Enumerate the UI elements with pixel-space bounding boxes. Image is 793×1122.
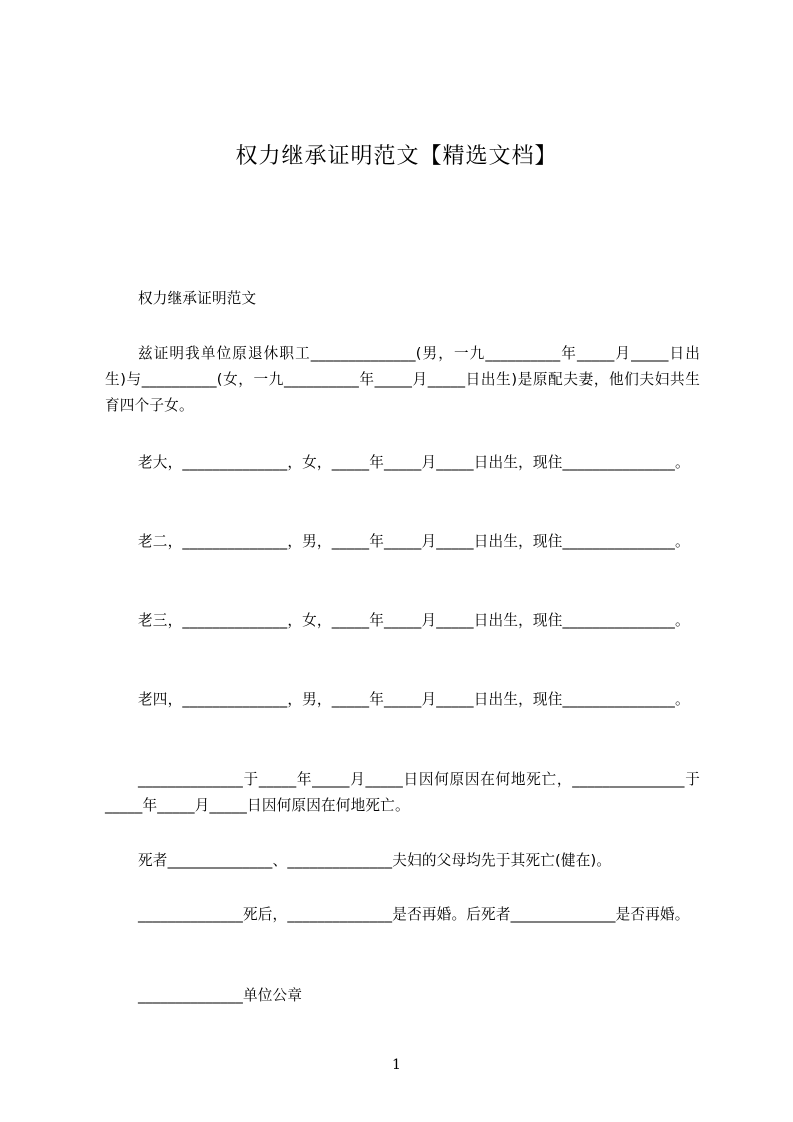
paragraph-child-4: 老四，______________，男，_____年_____月_____日出生，现住_______________。 bbox=[138, 691, 690, 708]
paragraph-child-3: 老三，______________，女，_____年_____月_____日出生，现住_______________。 bbox=[138, 612, 690, 629]
page-number: 1 bbox=[392, 1057, 401, 1073]
paragraph-child-1: 老大，______________，女，_____年_____月_____日出生，现住_______________。 bbox=[138, 454, 690, 471]
paragraph-remarriage: ______________死后，______________是否再婚。后死者______________是否再婚。 bbox=[138, 906, 690, 923]
paragraph-parents: 死者______________、______________夫妇的父母均先于其死亡(健在)。 bbox=[138, 852, 612, 869]
paragraph-intro: 兹证明我单位原退休职工______________(男，一九__________年_____月_____日出生)与__________(女，一九__________年_____月_____日出生)是原配夫妻，他们夫妇共生育四个子女。 bbox=[105, 345, 700, 414]
document-title: 权力继承证明范文【精选文档】 bbox=[235, 144, 558, 169]
paragraph-seal: ______________单位公章 bbox=[138, 987, 303, 1004]
paragraph-child-2: 老二，______________，男，_____年_____月_____日出生，现住_______________。 bbox=[138, 533, 690, 550]
paragraph-death-details: ______________于_____年_____月_____日因何原因在何地死亡，_______________于_____年_____月_____日因何原因在何地死亡。 bbox=[105, 771, 700, 814]
document-subtitle: 权力继承证明范文 bbox=[138, 290, 257, 307]
